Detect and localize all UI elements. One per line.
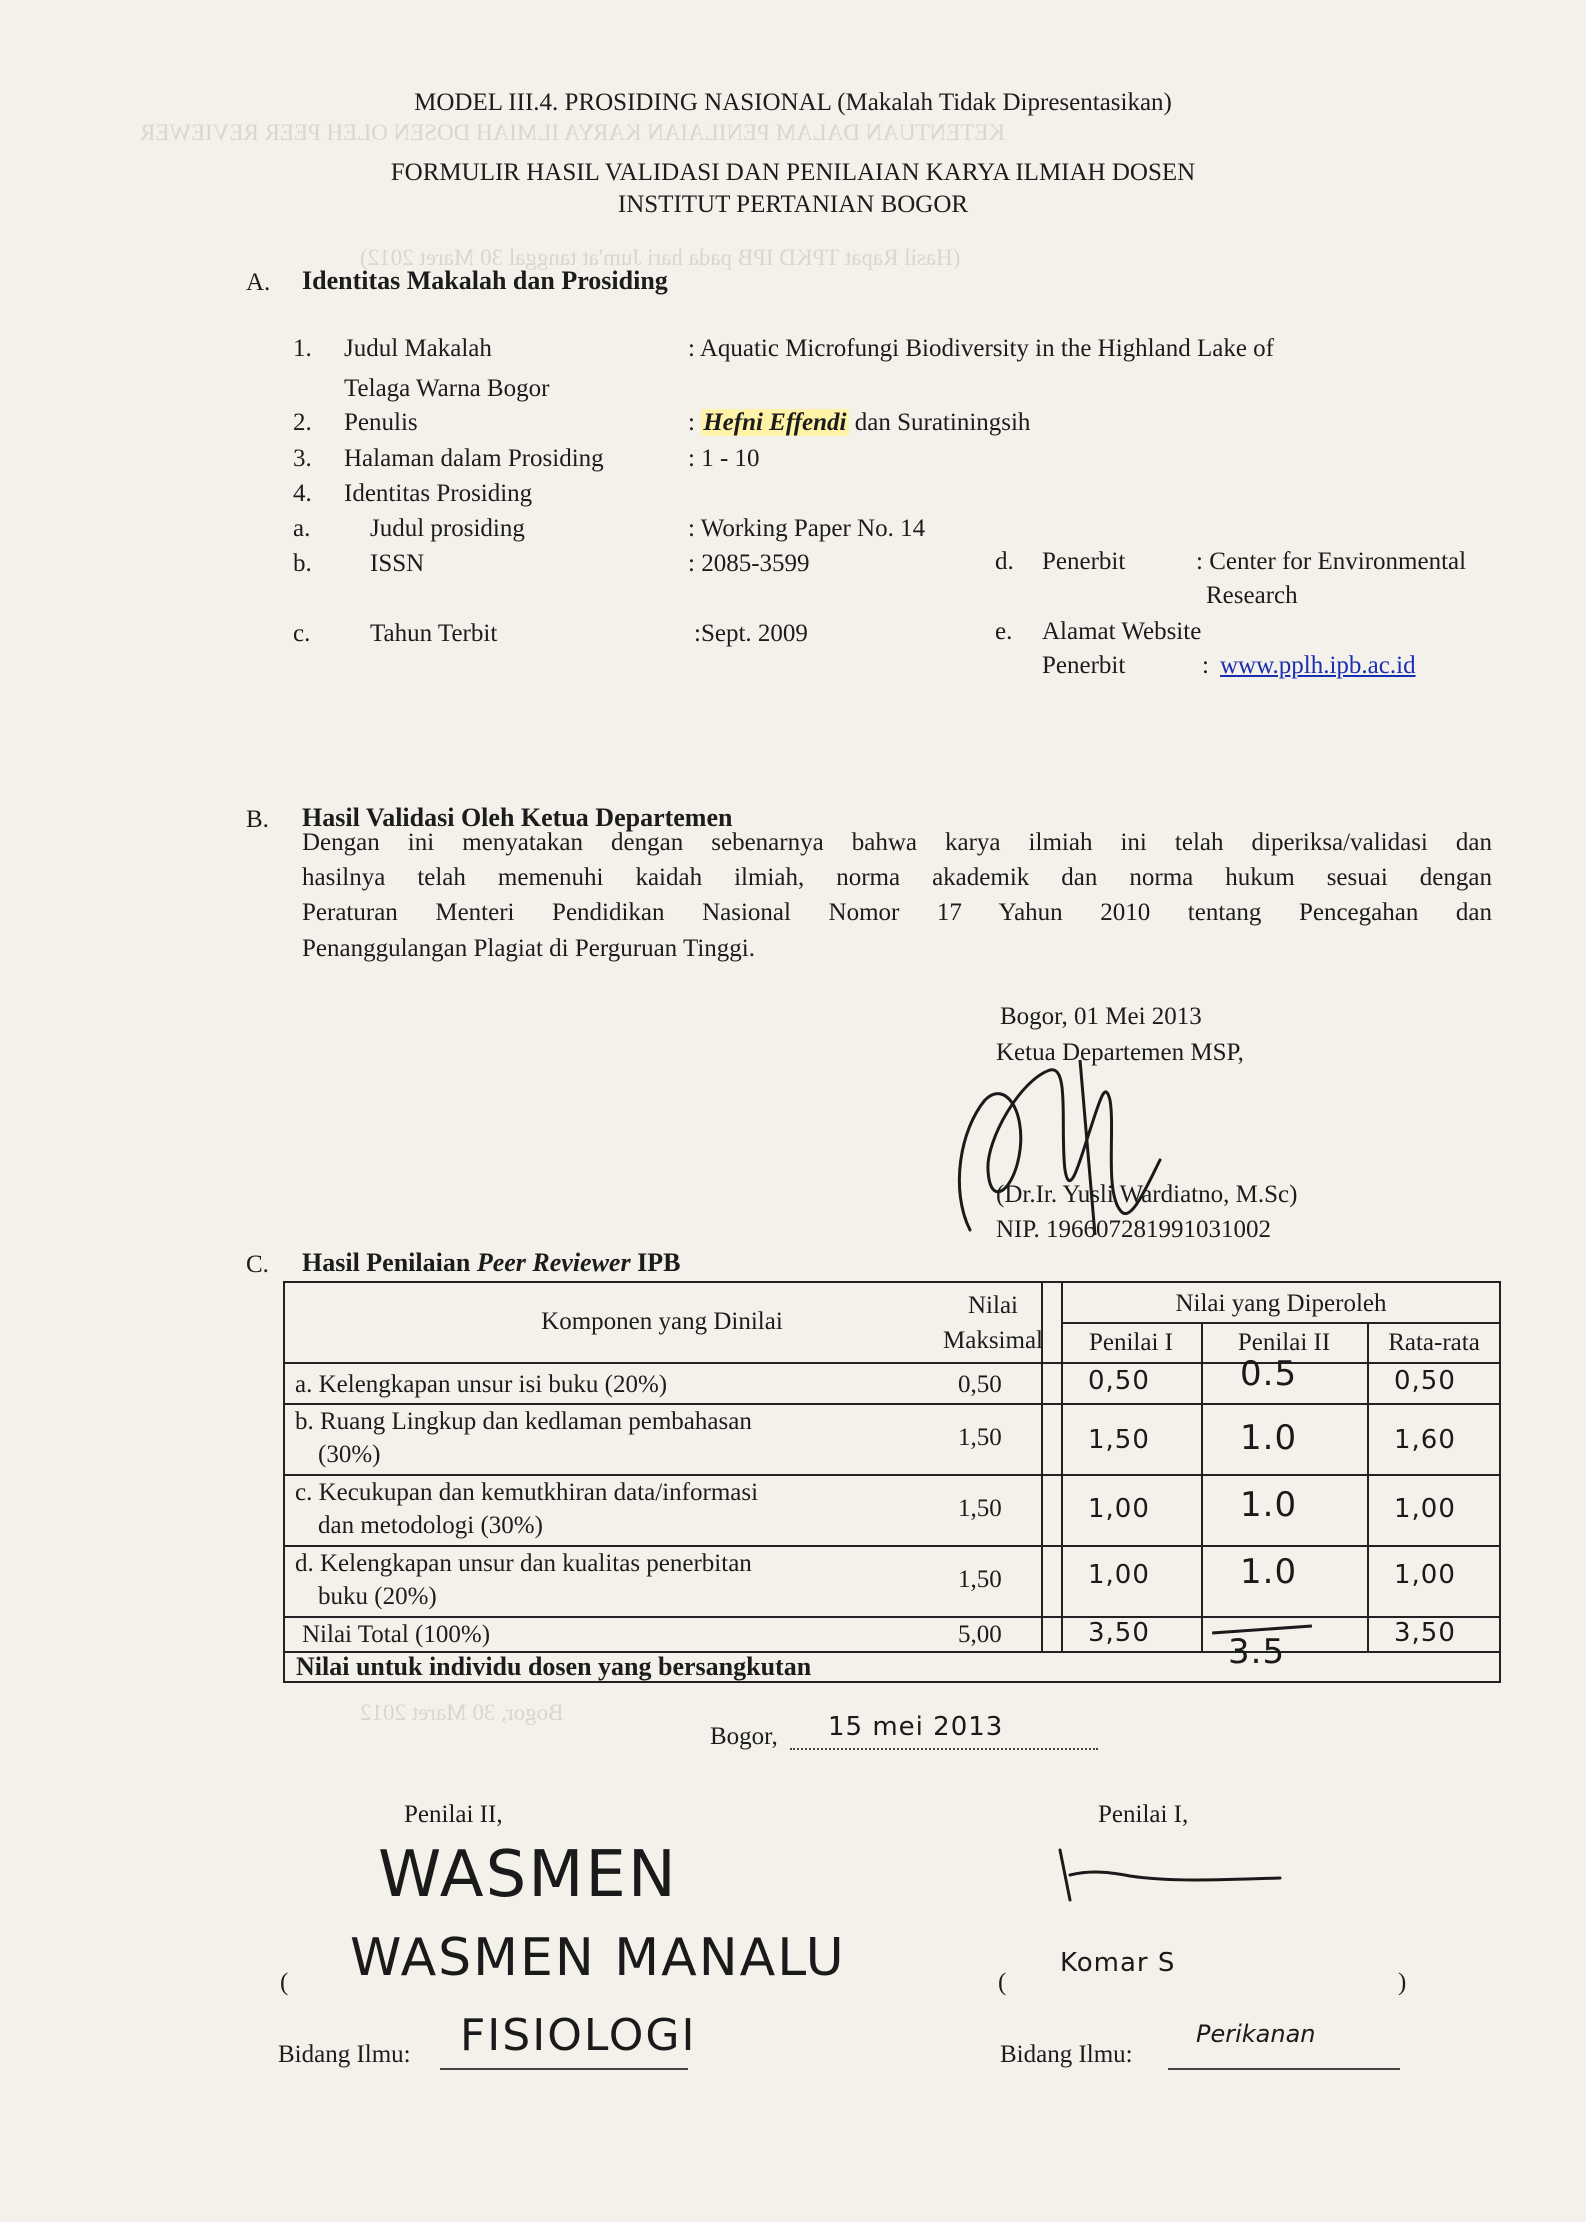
header-nilai: Nilai: [968, 1292, 1018, 1319]
bleed-through-text: (Hasil Rapat TPKD IPB pada hari Jum'at tanggal 30 Maret 2012): [360, 245, 961, 270]
section-c-letter: C.: [246, 1251, 269, 1278]
penilai-i-signature: [1050, 1840, 1290, 1920]
tahun-terbit-label: Tahun Terbit: [370, 620, 498, 647]
row-c-label-cont: dan metodologi (30%): [318, 1512, 543, 1539]
row-c-average: 1,00: [1394, 1494, 1456, 1524]
row-c-penilai-i: 1,00: [1088, 1494, 1150, 1524]
row-c-label: c. Kecukupan dan kemutkhiran data/informasi: [295, 1479, 759, 1506]
item-2-number: 2.: [293, 409, 312, 436]
halaman-value: : 1 - 10: [688, 445, 760, 472]
section-a-letter: A.: [246, 269, 271, 296]
department-head-signature: [930, 1040, 1210, 1240]
individu-label: Nilai untuk individu dosen yang bersangkutan: [296, 1652, 812, 1681]
penerbit-value-cont: Research: [1206, 582, 1298, 609]
header-komponen: Komponen yang Dinilai: [541, 1308, 783, 1335]
website-colon: :: [1202, 652, 1209, 679]
sub-c-number: c.: [293, 620, 311, 647]
header-penilai-i: Penilai I: [1088, 1329, 1173, 1356]
row-c-max: 1,50: [958, 1495, 1002, 1522]
penilai-i-paren-close: ): [1398, 1969, 1407, 1996]
row-d-penilai-ii: 1.0: [1240, 1552, 1298, 1592]
row-a-max: 0,50: [958, 1371, 1002, 1398]
issn-value: : 2085-3599: [688, 550, 810, 577]
total-max: 5,00: [958, 1621, 1002, 1648]
header-line-1: MODEL III.4. PROSIDING NASIONAL (Makalah Tidak Dipresentasikan): [414, 89, 1172, 116]
bleed-through-text: KETENTUAN DALAM PENILAIAN KARYA ILMIAH DOSEN OLEH PEER REVIEWER: [140, 120, 1005, 145]
website-label-cont: Penerbit: [1042, 652, 1126, 679]
row-c-penilai-ii: 1.0: [1240, 1485, 1298, 1525]
section-c-title-start: Hasil Penilaian: [302, 1248, 477, 1277]
section-b-title: Hasil Validasi Oleh Ketua Departemen: [302, 803, 733, 832]
penulis-value: [688, 408, 1030, 438]
validation-paragraph-line-1: Dengan ini menyatakan dengan sebenarnya bahwa karya ilmiah ini telah diperiksa/validasi dan: [302, 829, 1492, 856]
row-d-label-cont: buku (20%): [318, 1583, 437, 1610]
item-1-number: 1.: [293, 335, 312, 362]
header-penilai-ii: Penilai II: [1237, 1329, 1331, 1356]
penulis-label: Penulis: [344, 409, 418, 436]
judul-label: Judul Makalah: [344, 335, 492, 362]
row-d-max: 1,50: [958, 1566, 1002, 1593]
section-a-title: Identitas Makalah dan Prosiding: [302, 266, 668, 295]
department-head-nip: NIP. 196607281991031002: [996, 1216, 1272, 1243]
item-4-number: 4.: [293, 480, 312, 507]
row-a-penilai-i: 0,50: [1088, 1366, 1150, 1396]
validation-paragraph-line-4: Penanggulangan Plagiat di Perguruan Tinggi.: [302, 935, 755, 962]
penilai-ii-name: WASMEN MANALU: [350, 1928, 846, 1988]
row-d-label: d. Kelengkapan unsur dan kualitas penerbitan: [295, 1550, 752, 1577]
row-b-label: b. Ruang Lingkup dan kedlaman pembahasan: [295, 1408, 752, 1435]
total-penilai-i: 3,50: [1088, 1618, 1150, 1648]
row-a-average: 0,50: [1394, 1366, 1456, 1396]
tahun-terbit-value: :Sept. 2009: [694, 620, 808, 647]
sub-a-number: a.: [293, 515, 311, 542]
identitas-label: Identitas Prosiding: [344, 480, 533, 507]
issn-label: ISSN: [370, 550, 425, 577]
penilai-ii-paren-open: (: [280, 1969, 289, 1996]
header-line-2: FORMULIR HASIL VALIDASI DAN PENILAIAN KARYA ILMIAH DOSEN: [390, 159, 1196, 186]
row-b-average: 1,60: [1394, 1425, 1456, 1455]
header-nilai-diperoleh: Nilai yang Diperoleh: [1175, 1290, 1387, 1317]
row-a-penilai-ii: 0.5: [1240, 1354, 1298, 1394]
section-c-title-end: IPB: [630, 1248, 681, 1277]
penulis-colon: :: [688, 409, 695, 436]
penilai-ii-signature: WASMEN: [378, 1838, 678, 1912]
bidang-ilmu-i-value: Perikanan: [1196, 2020, 1316, 2048]
section-c-title-italic: Peer Reviewer: [476, 1248, 631, 1277]
item-3-number: 3.: [293, 445, 312, 472]
penerbit-value: : Center for Environmental: [1196, 548, 1467, 575]
bidang-ilmu-i-line: [1168, 2068, 1400, 2070]
penilai-i-paren-open: (: [998, 1969, 1007, 1996]
department-head-name: (Dr.Ir. Yusli Wardiatno, M.Sc): [996, 1181, 1298, 1208]
bidang-ilmu-ii-value: FISIOLOGI: [460, 2010, 697, 2061]
row-b-penilai-ii: 1.0: [1240, 1418, 1298, 1458]
row-b-max: 1,50: [958, 1424, 1002, 1451]
website-label: Alamat Website: [1042, 618, 1202, 645]
section-b-letter: B.: [246, 806, 269, 833]
validation-paragraph-line-2: hasilnya telah memenuhi kaidah ilmiah, norma akademik dan norma hukum sesuai dengan: [302, 864, 1492, 891]
row-b-penilai-i: 1,50: [1088, 1425, 1150, 1455]
validation-place-date: Bogor, 01 Mei 2013: [1000, 1003, 1202, 1030]
penilai-i-name: Komar S: [1060, 1948, 1176, 1978]
row-d-penilai-i: 1,00: [1088, 1560, 1150, 1590]
header-maksimal: Maksimal: [943, 1327, 1043, 1354]
section-c-title: [302, 1248, 680, 1278]
judul-value-cont: Telaga Warna Bogor: [344, 375, 550, 402]
row-a-label: a. Kelengkapan unsur isi buku (20%): [295, 1371, 668, 1398]
signature-place: Bogor,: [710, 1723, 778, 1750]
judul-prosiding-value: : Working Paper No. 14: [688, 515, 926, 542]
website-link[interactable]: www.pplh.ipb.ac.id: [1220, 652, 1416, 679]
bleed-through-text: Bogor, 30 Maret 2012: [360, 1700, 564, 1725]
date-dotted-line: [790, 1748, 1098, 1750]
bidang-ilmu-ii-line: [440, 2068, 688, 2070]
judul-value: : Aquatic Microfungi Biodiversity in the Highland Lake of: [688, 335, 1274, 362]
total-penilai-ii: 3.5: [1228, 1632, 1286, 1672]
bidang-ilmu-ii-label: Bidang Ilmu:: [278, 2041, 411, 2068]
header-rata-rata: Rata-rata: [1388, 1329, 1480, 1356]
row-b-label-cont: (30%): [318, 1441, 381, 1468]
penilai-ii-label: Penilai II,: [404, 1801, 503, 1828]
bidang-ilmu-i-label: Bidang Ilmu:: [1000, 2041, 1133, 2068]
total-label: Nilai Total (100%): [302, 1621, 491, 1648]
signature-date: 15 mei 2013: [828, 1712, 1004, 1742]
penulis-rest: dan Suratiningsih: [848, 409, 1031, 436]
judul-prosiding-label: Judul prosiding: [370, 515, 525, 542]
penerbit-label: Penerbit: [1042, 548, 1126, 575]
row-d-average: 1,00: [1394, 1560, 1456, 1590]
validation-role: Ketua Departemen MSP,: [996, 1039, 1244, 1066]
validation-paragraph-line-3: Peraturan Menteri Pendidikan Nasional Nomor 17 Yahun 2010 tentang Pencegahan dan: [302, 899, 1492, 926]
sub-d-number: d.: [995, 548, 1014, 575]
penilai-i-label: Penilai I,: [1098, 1801, 1189, 1828]
sub-b-number: b.: [293, 550, 312, 577]
sub-e-number: e.: [995, 618, 1013, 645]
header-line-3: INSTITUT PERTANIAN BOGOR: [617, 191, 969, 218]
halaman-label: Halaman dalam Prosiding: [344, 445, 604, 472]
highlighted-author: Hefni Effendi: [703, 409, 847, 436]
total-average: 3,50: [1394, 1618, 1456, 1648]
